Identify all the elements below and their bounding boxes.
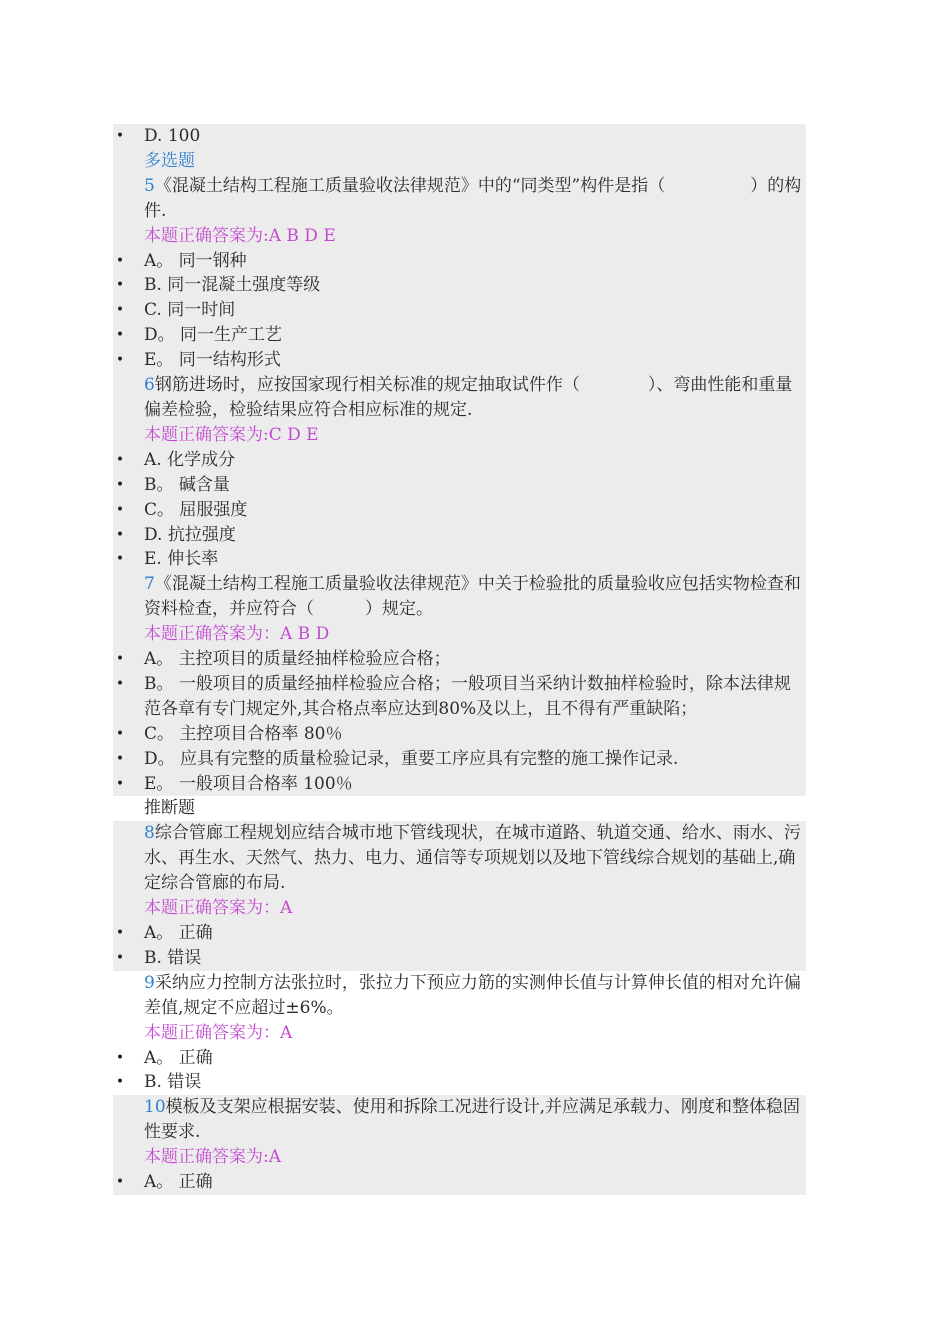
answer-option bbox=[113, 448, 806, 473]
question-text: 综合管廊工程规划应结合城市地下管线现状，在城市道路、轨道交通、给水、雨水、污水、再生水、天然气、热力、电力、通信等专项规划以及地下管线综合规划的基础上,确定综合管廊的布局. bbox=[144, 823, 801, 894]
question bbox=[113, 971, 806, 1021]
option-text: C。 主控项目合格率 80％ bbox=[144, 723, 343, 744]
bullet-icon: • bbox=[115, 476, 125, 493]
correct-answer bbox=[113, 896, 806, 921]
bullet-icon: • bbox=[115, 526, 125, 543]
option-text: E。 同一结构形式 bbox=[144, 350, 281, 371]
bullet-icon: • bbox=[115, 750, 125, 767]
option-text: A. 化学成分 bbox=[144, 449, 236, 470]
question-text: 钢筋进场时，应按国家现行相关标准的规定抽取试件作（ ）、弯曲性能和重量偏差检验，检验结果应符合相应标准的规定. bbox=[144, 375, 793, 420]
section-heading bbox=[113, 796, 806, 821]
answer-text: 本题正确答案为:A bbox=[144, 1147, 282, 1168]
option-text: B. 同一混凝土强度等级 bbox=[144, 275, 321, 296]
section-heading bbox=[113, 149, 806, 174]
bullet-icon: • bbox=[115, 327, 125, 344]
question bbox=[113, 1095, 806, 1145]
question bbox=[113, 821, 806, 896]
section-title: 推断题 bbox=[144, 798, 195, 819]
answer-option bbox=[113, 249, 806, 274]
bullet-icon: • bbox=[115, 725, 125, 742]
answer-text: 本题正确答案为：A bbox=[144, 898, 293, 919]
answer-text: 本题正确答案为：A bbox=[144, 1022, 293, 1043]
bullet-icon: • bbox=[115, 1074, 125, 1091]
question-number: 9 bbox=[144, 972, 155, 993]
option-text: D。 同一生产工艺 bbox=[144, 325, 283, 346]
answer-text: 本题正确答案为：A B D bbox=[144, 624, 330, 645]
bullet-icon: • bbox=[115, 252, 125, 269]
question-number: 5 bbox=[144, 175, 155, 196]
quiz-content bbox=[113, 124, 806, 1195]
answer-option bbox=[113, 498, 806, 523]
option-text: C. 同一时间 bbox=[144, 300, 236, 321]
bullet-icon: • bbox=[115, 949, 125, 966]
correct-answer bbox=[113, 423, 806, 448]
question-number: 7 bbox=[144, 574, 155, 595]
correct-answer bbox=[113, 622, 806, 647]
option-text: B. 错误 bbox=[144, 1072, 202, 1093]
bullet-icon: • bbox=[115, 501, 125, 518]
bullet-icon: • bbox=[115, 1049, 125, 1066]
question-number: 8 bbox=[144, 823, 155, 844]
question bbox=[113, 572, 806, 622]
option-text: A。 正确 bbox=[144, 1047, 213, 1068]
correct-answer bbox=[113, 1021, 806, 1046]
bullet-icon: • bbox=[115, 925, 125, 941]
answer-option bbox=[113, 747, 806, 772]
answer-option bbox=[113, 547, 806, 572]
option-text: A。 正确 bbox=[144, 1172, 213, 1193]
bullet-icon: • bbox=[115, 302, 125, 319]
answer-option bbox=[113, 672, 806, 722]
answer-option bbox=[113, 273, 806, 298]
option-text: B。 一般项目的质量经抽样检验应合格；一般项目当采纳计数抽样检验时，除本法律规范各章有专门规定外,其合格点率应达到80%及以上，且不得有严重缺陷； bbox=[144, 673, 791, 719]
bullet-icon: • bbox=[115, 128, 125, 144]
question-number: 10 bbox=[144, 1097, 166, 1118]
question bbox=[113, 174, 806, 224]
option-text: E。 一般项目合格率 100％ bbox=[144, 773, 353, 794]
option-text: D. 100 bbox=[144, 126, 201, 146]
answer-option bbox=[113, 921, 806, 946]
question-number: 6 bbox=[144, 375, 155, 396]
bullet-icon: • bbox=[115, 651, 125, 668]
question-text: 《混凝土结构工程施工质量验收法律规范》中关于检验批的质量验收应包括实物检查和资料检查，并应符合（ ）规定。 bbox=[144, 574, 801, 620]
question bbox=[113, 373, 806, 423]
option-text: E. 伸长率 bbox=[144, 549, 219, 570]
option-text: B。 碱含量 bbox=[144, 474, 230, 495]
bullet-icon: • bbox=[115, 352, 125, 369]
answer-option bbox=[113, 1070, 806, 1095]
section-title: 多选题 bbox=[144, 150, 195, 171]
bullet-icon: • bbox=[115, 1174, 125, 1191]
bullet-icon: • bbox=[115, 451, 125, 468]
answer-option bbox=[113, 1046, 806, 1071]
answer-text: 本题正确答案为:A B D E bbox=[144, 225, 336, 246]
answer-option bbox=[113, 647, 806, 672]
bullet-icon: • bbox=[115, 775, 125, 792]
question-text: 采纳应力控制方法张拉时，张拉力下预应力筋的实测伸长值与计算伸长值的相对允许偏差值,规定不应超过±6%。 bbox=[144, 972, 801, 1018]
answer-option bbox=[113, 298, 806, 323]
bullet-icon: • bbox=[115, 277, 125, 294]
correct-answer bbox=[113, 224, 806, 249]
option-text: B. 错误 bbox=[144, 947, 202, 968]
option-text: A。 正确 bbox=[144, 923, 213, 943]
question-text: 模板及支架应根据安装、使用和拆除工况进行设计,并应满足承载力、刚度和整体稳固性要求. bbox=[144, 1097, 801, 1143]
answer-option bbox=[113, 722, 806, 747]
answer-option bbox=[113, 772, 806, 797]
option-text: C。 屈服强度 bbox=[144, 499, 248, 520]
question-text: 《混凝土结构工程施工质量验收法律规范》中的“同类型”构件是指（ ）的构件. bbox=[144, 175, 802, 221]
bullet-icon: • bbox=[115, 551, 125, 568]
option-text: A。 主控项目的质量经抽样检验应合格； bbox=[144, 649, 451, 670]
answer-text: 本题正确答案为:C D E bbox=[144, 424, 319, 445]
bullet-icon: • bbox=[115, 675, 125, 692]
option-text: D. 抗拉强度 bbox=[144, 524, 236, 545]
answer-option bbox=[113, 323, 806, 348]
answer-option bbox=[113, 473, 806, 498]
option-text: A。 同一钢种 bbox=[144, 250, 247, 271]
answer-option bbox=[113, 1170, 806, 1195]
correct-answer bbox=[113, 1145, 806, 1170]
answer-option bbox=[113, 348, 806, 373]
answer-option bbox=[113, 124, 806, 149]
answer-option bbox=[113, 523, 806, 548]
answer-option bbox=[113, 946, 806, 971]
option-text: D。 应具有完整的质量检验记录，重要工序应具有完整的施工操作记录. bbox=[144, 748, 679, 769]
